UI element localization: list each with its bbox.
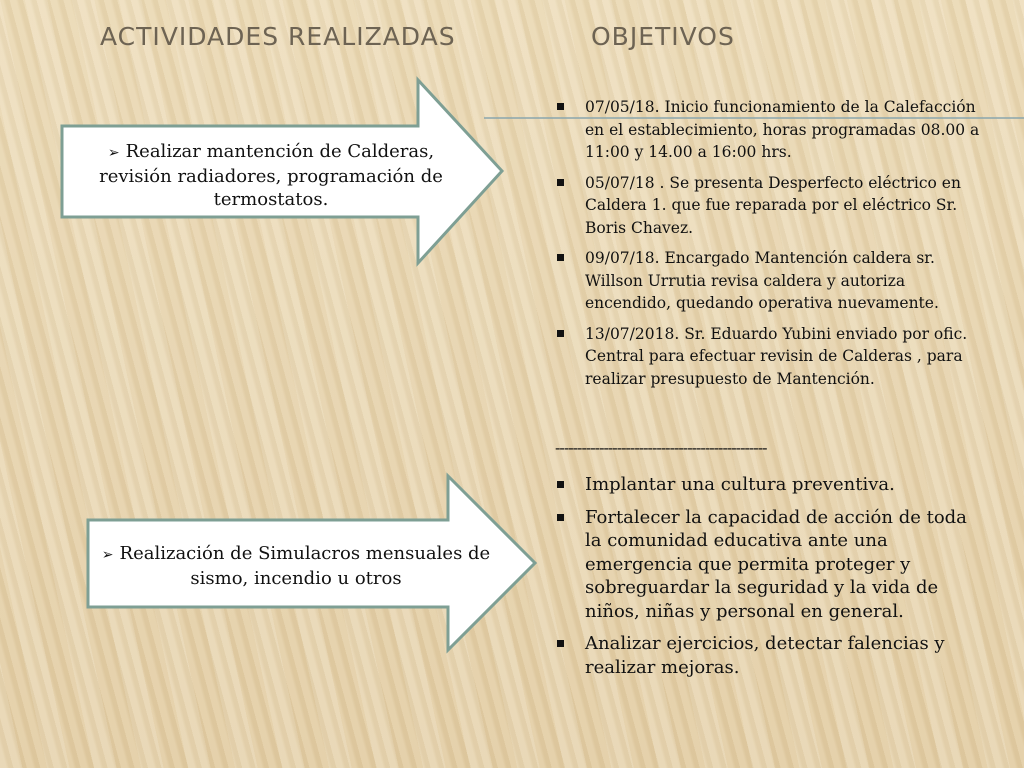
heading-actividades: ACTIVIDADES REALIZADAS — [100, 22, 456, 51]
arrowhead-bullet-icon: ➢ — [101, 547, 114, 563]
list-item: Analizar ejercicios, detectar falencias y realizar mejoras. — [555, 632, 985, 679]
list-item: 09/07/18. Encargado Mantención caldera sr. Willson Urrutia revisa caldera y autoriza encendido, quedando operativa nuevamente. — [555, 247, 985, 315]
list-item: Implantar una cultura preventiva. — [555, 473, 985, 497]
objectives-list-top — [555, 96, 985, 398]
square-bullet-icon — [557, 179, 564, 186]
list-item: Fortalecer la capacidad de acción de toda la comunidad educativa ante una emergencia que permita proteger y sobreguardar la seguridad y la vida de niños, niñas y personal en general. — [555, 506, 985, 624]
square-bullet-icon — [557, 330, 564, 337]
square-bullet-icon — [557, 254, 564, 261]
square-bullet-icon — [557, 640, 564, 647]
arrow-text-1 — [76, 140, 466, 211]
dashed-separator: ------------------------------------------------ — [555, 438, 767, 457]
square-bullet-icon — [557, 481, 564, 488]
square-bullet-icon — [557, 103, 564, 110]
objectives-list-bottom — [555, 473, 985, 688]
arrowhead-bullet-icon: ➢ — [107, 145, 120, 161]
heading-objetivos: OBJETIVOS — [591, 22, 735, 51]
square-bullet-icon — [557, 514, 564, 521]
activity-text-2: Realización de Simulacros mensuales de sismo, incendio u otros — [119, 543, 491, 589]
list-item: 05/07/18 . Se presenta Desperfecto eléctrico en Caldera 1. que fue reparada por el eléctrico Sr. Boris Chavez. — [555, 172, 985, 240]
activity-text-1: Realizar mantención de Calderas, revisión radiadores, programación de termostatos. — [99, 141, 443, 210]
list-item: 13/07/2018. Sr. Eduardo Yubini enviado por ofic. Central para efectuar revisin de Calderas , para realizar presupuesto de Mantención. — [555, 323, 985, 391]
arrow-text-2 — [96, 542, 496, 590]
list-item: 07/05/18. Inicio funcionamiento de la Calefacción en el establecimiento, horas programadas 08.00 a 11:00 y 14.00 a 16:00 hrs. — [555, 96, 985, 164]
